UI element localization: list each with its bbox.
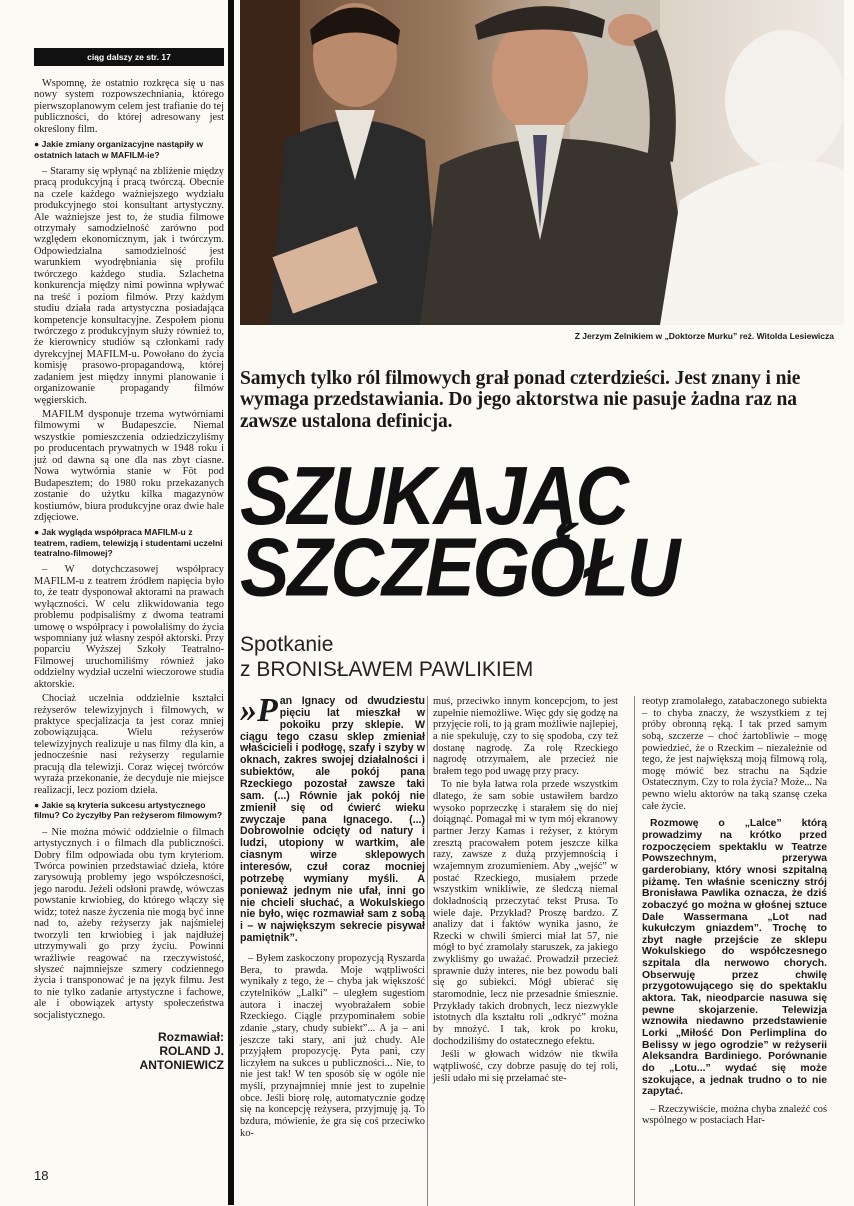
- interviewer-signature: [34, 1031, 224, 1072]
- intro-quote: [240, 692, 425, 945]
- film-still-photo: [240, 0, 844, 325]
- paragraph: – W dotychczasowej współpracy MAFILM-u z teatrem źródłem napięcia było to, że teatr dysponował aktorami na prawach wyłączności. W celu zlikwidowania tego problemu podpisaliśmy z dwoma teatrami umowę o współpracy i powołaliśmy do życia wspomniany już własny zespół aktorski. Przy poparciu Wyższej Szkoły Teatralno-Filmowej uruchomiliśmy również jako oddzielny wydział uczelni wieczorowe studia aktorskie.: [34, 564, 224, 690]
- bold-paragraph: Rozmowę o „Lalce” którą prowadzimy na krótko przed rozpoczęciem spektaklu w Teatrze Powszechnym, przerywa garderobiany, który wnosi szpitalną piżamę. Ten właśnie sceniczny strój Bronisława Pawlika oznacza, że dziś zobaczyć go można w głośnej sztuce Dale Wassermana „Lot nad kukułczym gniazdem”. Trochę to zbyt nagłe przejście ze sklepu Wokulskiego do współczesnego szpitala dla nerwowo chorych. Obserwuję przez chwilę przygotowującego się do spektaklu aktora. Tak, nieodparcie nasuwa się pewne skojarzenie. Telewizja wznowiła niedawno przedstawienie Lorki „Miłość Don Perlimplina do Belissy w jego ogrodzie” w reżyserii Aleksandra Bardiniego. Porównanie do „Lotu...” wydać się może szokujące, a jednak trudno o to nie zapytać.: [642, 818, 827, 1098]
- signature-line: ROLAND J.: [159, 1043, 224, 1058]
- subhead-line: z BRONISŁAWEM PAWLIKIEM: [240, 657, 534, 681]
- left-column: [34, 48, 224, 1073]
- paragraph: muś, przeciwko innym koncepcjom, to jest zupełnie niemożliwe. Więc gdy się godzę na przyjęcie roli, to ją gram możliwie najlepiej, a nie spekuluję, czy to się spodoba, czy też dostanę nagrodę. Za rolę Rzeckiego nagrodę otrzymałem, ale przecież nie brałem tego pod uwagę przy pracy.: [433, 696, 618, 777]
- photo-illustration: [240, 0, 844, 325]
- interview-question: ● Jak wygląda współpraca MAFILM-u z teatrem, radiem, telewizją i studentami uczelni teatralno-filmowej?: [34, 527, 224, 558]
- article-headline: [240, 448, 840, 614]
- photo-caption: Z Jerzym Zelnikiem w „Doktorze Murku” reż. Witolda Lesiewicza: [574, 331, 834, 341]
- article-subhead: [240, 633, 533, 683]
- paragraph: – Byłem zaskoczony propozycją Ryszarda Bera, to prawda. Moje wątpliwości wynikały z tego, że – chyba jak większość czytelników „Lalki” – uległem sugestiom autora i inaczej wyobrażałem sobie Rzeckiego. Ciągle przypominałem sobie zdanie „stary, chudy subiekt”... A ja – ani jeszcze taki stary, ani już chudy. Ale przyjąłem propozycję. Pyta pani, czy liczyłem na sukces u publiczności... Nie, to nie jest tak! W ten sposób się w ogóle nie myśli, przynajmniej mnie jest to zupełnie obce. Jeśli biorę rolę, automatycznie godzę się na koncepcję reżysera, przyjmuję ją. To bzdura, mówienie, że gra się coś przeciwko ko-: [240, 953, 425, 1139]
- column-divider: [634, 696, 635, 1206]
- paragraph: – Staramy się wpłynąć na zbliżenie między pracą produkcyjną i pracą twórczą. Obecnie na czele każdego ważniejszego wydziału produkcyjnego stoi konsultant artystyczny. Ale ważniejsze jest to, że studia filmowe otrzymały samodzielność zarówno pod względem ekonomicznym, jak i twórczym. Odpowiedzialna samodzielność jest warunkiem wyodrębniania się profilu twórczego każdego studia. Szlachetna konkurencja między nimi powinna wpływać na treść i poziom filmów. Przy każdym studiu działa rada artystyczna posiadająca kompetencje konsultacyjne. Zespołem pionu twórczego z produkcyjnym służy również to, że kierownicy studiów są członkami rady dyrekcyjnej MAFILM-u. Powołano do życia komisję prasowo-propagandową, której zadaniem jest między innymi planowanie i organizowanie propagandy filmów węgierskich.: [34, 165, 224, 406]
- paragraph: – Rzeczywiście, można chyba znaleźć coś wspólnego w postaciach Har-: [642, 1103, 827, 1127]
- interview-question: ● Jakie zmiany organizacyjne nastąpiły w ostatnich latach w MAFILM-ie?: [34, 139, 224, 160]
- page-number: 18: [34, 1168, 49, 1183]
- headline-line: SZUKAJĄC: [240, 448, 627, 542]
- column-divider: [427, 696, 428, 1206]
- drop-cap: »P: [240, 692, 278, 729]
- headline-line: SZCZEGÓŁU: [240, 520, 679, 614]
- article-column-2: [433, 696, 618, 1086]
- paragraph: To nie była łatwa rola przede wszystkim dlatego, że sam sobie ustawiłem bardzo wysoko poprzeczkę i starałem się do niej doiągnąć. Pomagał mi w tym mój ekranowy partner Jerzy Kamas i reżyser, z którym zresztą pracowałem potem jeszcze kilka razy, zawsze z dużą przyjemnością i wzajemnym zrozumieniem. Aby „wejść” w postać Rzeckiego, musiałem przede wszystkim wnikliwie, ze śledczą niemal dokładnością przeczytać tekst Prusa. To wiele daje. Przykład? Proszę bardzo. Z analizy dat i faktów wynika jasno, że Rzecki w chwili śmierci miał lat 57, nie mógł to być zramolały staruszek, za jakiego zwykliśmy go uważać. Prowadził przecież sprawnie duży interes, nie bez powodu bali się go subiekci. Mógł ubierać się staromodnie, lecz nie przesadnie śmiesznie. Przykłady takich drobnych, lecz niezwykle istotnych dla kształtu roli „odkryć” można by mnożyć. I tak, krok po kroku, dochodziliśmy do ostatecznego efektu.: [433, 779, 618, 1047]
- article-column-1: [240, 692, 425, 1141]
- interview-question: ● Jakie są kryteria sukcesu artystycznego filmu? Co życzyłby Pan reżyserom filmowym?: [34, 800, 224, 821]
- article-column-3: [642, 696, 827, 1129]
- continuation-banner: ciąg dalszy ze str. 17: [34, 48, 224, 66]
- subhead-line: Spotkanie: [240, 633, 334, 656]
- paragraph: reotyp zramolałego, zatabaczonego subiekta – to chyba znaczy, że wszystkiem z tej próby obronną ręką. I tak przed samym sobą, szczerze – choć żartobliwie – mogę powiedzieć, że o Rzeckim – niezależnie od tego, że jest największą moją filmową rolą, mogę mówić bez strachu na Sądzie Ostatecznym. Czy to rola życia? Może... Na pewno wielu aktorów na taką szansę czeka całe życie.: [642, 696, 827, 812]
- left-column-text: [34, 78, 224, 1021]
- paragraph: MAFILM dysponuje trzema wytwórniami filmowymi w Budapeszcie. Niemal wszystkie pomieszczenia odziedziczyliśmy po producentach prywatnych w 1948 roku i już od dawna są one dla nas zbyt ciasne. Nowa wytwórnia stanie w Föt pod Budapesztem; do 1980 roku przekazanych zostanie do użytku kilka magazynów kostiumów, biura produkcyjne oraz dwie hale zdjęciowe.: [34, 409, 224, 523]
- lead-paragraph: Samych tylko ról filmowych grał ponad czterdzieści. Jest znany i nie wymaga przedstawiania. Do jego aktorstwa nie pasuje żadna raz na zawsze ustalona definicja.: [240, 368, 801, 432]
- intro-quote-text: an Ignacy od dwudziestu pięciu lat mieszkał w pokoiku przy sklepie. W ciągu tego czasu sklep zmieniał właścicieli i podłogę, szafy i szyby w oknach, zakres swojej działalności i subiektów, ale pokój pana Rzeckiego pozostał zawsze taki sam. (...) Równie jak pokój nie zmienił się od ćwierć wieku zwyczaje pana Ignacego. (...) Dobrowolnie odcięty od natury i ludzi, utopiony w wartkim, ale ciasnym wirze sklepowych interesów, czuł coraz mocniej potrzebę wymiany myśli. A ponieważ jednym nie ufał, inni go nie chcieli słuchać, a Wokulskiego nie było, więc rozmawiał sam z sobą i – w największym sekrecie pisywał pamiętnik”.: [240, 695, 425, 945]
- paragraph: Jeśli w głowach widzów nie tkwiła wątpliwość, czy dobrze pasuję do tej roli, jeśli udało mi się przełamać ste-: [433, 1049, 618, 1084]
- paragraph: – Nie można mówić oddzielnie o filmach artystycznych i o filmach dla publiczności. Dobry film odpowiada obu tym kryteriom. Twórca powinien przedstawiać dzieła, które zarysowują problemy jego współczesności, jego narodu. Jeżeli odsłoni prawdę, wówczas powstanie krwiobieg, do którego włączy się widz; toteż nasze życzenia nie mogą być inne nad to, ażeby reżyserzy jak najśmielej tworzyli ten krwiobieg i jak najdłużej utrzymywali go przy życiu. Powinni wrażliwie reagować na rzeczywistość, słyszeć najmniejsze szmery codziennego życia i transponować je na język filmu. Jest to nie tylko zadanie artystyczne i fachowe, ale i obowiązek artysty społeczeństwa socjalistycznego.: [34, 826, 224, 1021]
- signature-line: ANTONIEWICZ: [139, 1057, 224, 1072]
- signature-line: Rozmawiał:: [157, 1030, 224, 1045]
- paragraph: Wspomnę, że ostatnio rozkręca się u nas nowy system rozpowszechniania, którego pierwszoplanowym celem jest trafianie do tej publiczności, do której adresowany jest określony film.: [34, 78, 224, 135]
- vertical-divider: [228, 0, 234, 1205]
- paragraph: Chociaż uczelnia oddzielnie kształci reżyserów telewizyjnych i filmowych, w praktyce specjalizacja ta jest coraz mniej zobowiązująca. Wielu reżyserów telewizyjnych realizuje u nas filmy dla kin, a jednocześnie nasi reżyserzy regularnie pracują dla telewizji. Coraz więcej twórców wyraża przekonanie, że decyduje nie miejsce realizacji, lecz poziom dzieła.: [34, 693, 224, 796]
